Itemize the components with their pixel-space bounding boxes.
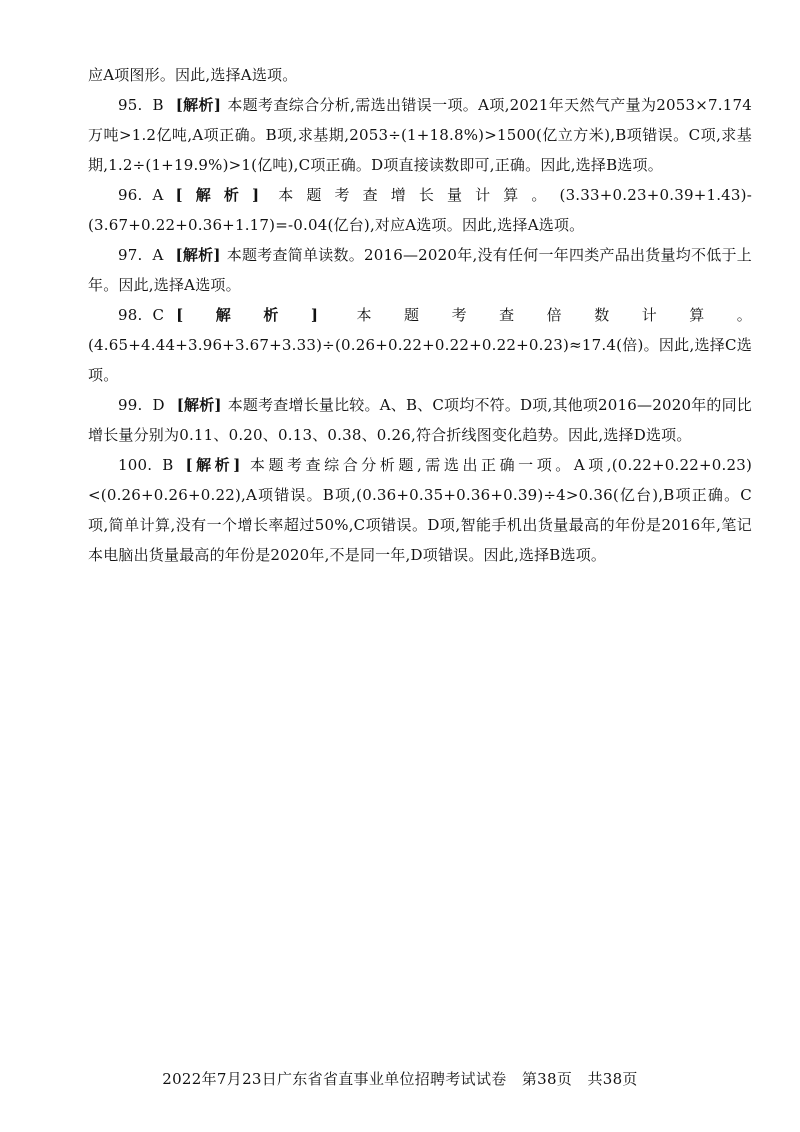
explanation-text: 本题考查简单读数。2016—2020年,没有任何一年四类产品出货量均不低于上年。因此,选择A选项。 bbox=[88, 246, 752, 294]
answer-item-96 bbox=[88, 180, 752, 240]
analysis-tag: [解析] bbox=[176, 306, 319, 324]
answer-letter: C bbox=[152, 306, 165, 324]
analysis-tag: [解析] bbox=[185, 456, 241, 474]
question-number: 97. bbox=[118, 246, 143, 264]
answer-letter: A bbox=[152, 246, 164, 264]
analysis-tag: [解析] bbox=[175, 246, 221, 264]
question-number: 95. bbox=[118, 96, 143, 114]
answer-item-100 bbox=[88, 450, 752, 570]
answer-item-99 bbox=[88, 390, 752, 450]
explanation-text: 本题考查综合分析,需选出错误一项。A项,2021年天然气产量为2053×7.174万吨>1.2亿吨,A项正确。B项,求基期,2053÷(1+18.8%)>1500(亿立方米),B项错误。C项,求基期,1.2÷(1+19.9%)>1(亿吨),C项正确。D项直接读数即可,正确。因此,选择B选项。 bbox=[88, 96, 752, 174]
question-number: 98. bbox=[118, 306, 143, 324]
paragraph-text: 应A项图形。因此,选择A选项。 bbox=[88, 66, 298, 84]
question-number: 100. bbox=[118, 456, 153, 474]
question-number: 99. bbox=[118, 396, 143, 414]
analysis-tag: [解析] bbox=[176, 396, 222, 414]
answer-letter: A bbox=[152, 186, 164, 204]
explanation-text: 本题考查综合分析题,需选出正确一项。A项,(0.22+0.22+0.23)<(0.26+0.26+0.22),A项错误。B项,(0.36+0.35+0.36+0.39)÷4>0.36(亿台),B项正确。C项,简单计算,没有一个增长率超过50%,C项错误。D项,智能手机出货量最高的年份是2016年,笔记本电脑出货量最高的年份是2020年,不是同一年,D项错误。因此,选择B选项。 bbox=[88, 456, 752, 564]
analysis-tag: [解析] bbox=[175, 186, 260, 204]
analysis-tag: [解析] bbox=[175, 96, 222, 114]
answer-letter: B bbox=[152, 96, 164, 114]
page-footer: 2022年7月23日广东省省直事业单位招聘考试试卷 第38页 共38页 bbox=[162, 1070, 638, 1088]
answer-letter: B bbox=[162, 456, 174, 474]
explanation-text: 本题考查增长量比较。A、B、C项均不符。D项,其他项2016—2020年的同比增长量分别为0.11、0.20、0.13、0.38、0.26,符合折线图变化趋势。因此,选择D选项。 bbox=[88, 396, 752, 444]
explanation-text: 本题考查增长量计算。(3.33+0.23+0.39+1.43)-(3.67+0.22+0.36+1.17)=-0.04(亿台),对应A选项。因此,选择A选项。 bbox=[88, 186, 752, 234]
explanation-text: 本题考查倍数计算。(4.65+4.44+3.96+3.67+3.33)÷(0.26+0.22+0.22+0.22+0.23)≈17.4(倍)。因此,选择C选项。 bbox=[88, 306, 752, 384]
answer-item-95 bbox=[88, 90, 752, 180]
answer-letter: D bbox=[152, 396, 165, 414]
answer-item-98 bbox=[88, 300, 752, 390]
answer-item-97 bbox=[88, 240, 752, 300]
paragraph-continuation bbox=[88, 60, 752, 90]
question-number: 96. bbox=[118, 186, 143, 204]
answer-explanations bbox=[88, 60, 752, 570]
